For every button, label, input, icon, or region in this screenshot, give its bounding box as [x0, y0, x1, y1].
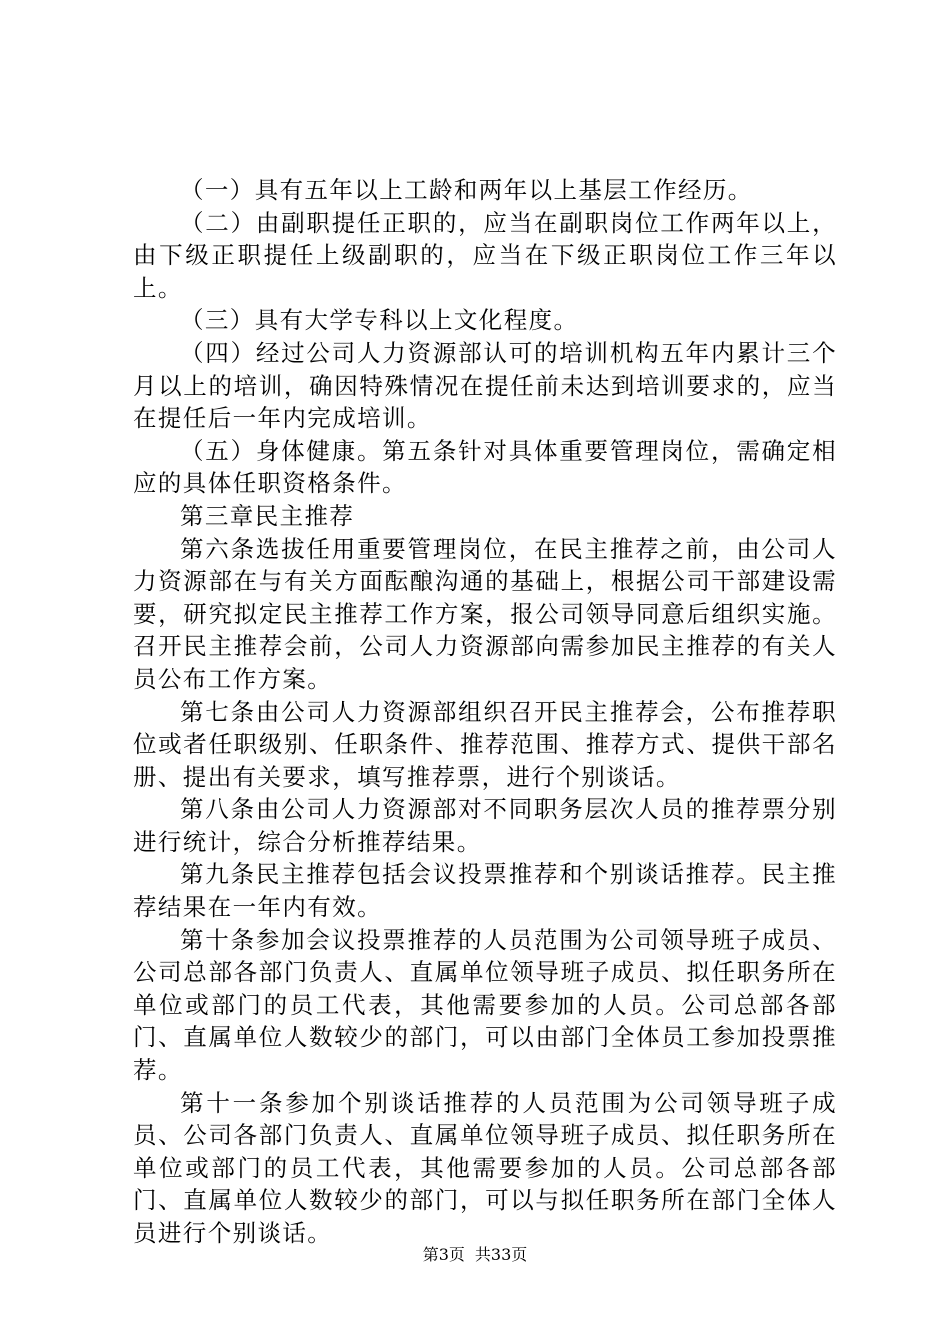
paragraph-article-9: 第九条民主推荐包括会议投票推荐和个别谈话推荐。民主推荐结果在一年内有效。 [133, 860, 837, 922]
paragraph-article-11: 第十一条参加个别谈话推荐的人员范围为公司领导班子成员、公司各部门负责人、直属单位领导班子成员、拟任职务所在单位或部门的员工代表，其他需要参加的人员。公司总部各部门、直属单位人数较少的部门，可以与拟任职务所在部门全体人员进行个别谈话。 [133, 1088, 837, 1247]
page-number: 第3页 [422, 1245, 465, 1264]
paragraph-condition-1: （一）具有五年以上工龄和两年以上基层工作经历。 [180, 176, 753, 204]
paragraph-condition-3: （三）具有大学专科以上文化程度。 [180, 306, 579, 335]
paragraph-article-6: 第六条选拔任用重要管理岗位，在民主推荐之前，由公司人力资源部在与有关方面酝酿沟通的基础上，根据公司干部建设需要，研究拟定民主推荐工作方案，报公司领导同意后组织实施。召开民主推荐会前，公司人力资源部向需参加民主推荐的有关人员公布工作方案。 [133, 534, 837, 693]
paragraph-article-8: 第八条由公司人力资源部对不同职务层次人员的推荐票分别进行统计，综合分析推荐结果。 [133, 795, 837, 856]
paragraph-condition-4: （四）经过公司人力资源部认可的培训机构五年内累计三个月以上的培训，确因特殊情况在提任前未达到培训要求的，应当在提任后一年内完成培训。 [133, 338, 837, 433]
paragraph-condition-5: （五）身体健康。第五条针对具体重要管理岗位，需确定相应的具体任职资格条件。 [133, 436, 837, 498]
chapter-heading: 第三章民主推荐 [180, 501, 355, 530]
paragraph-condition-2: （二）由副职提任正职的，应当在副职岗位工作两年以上，由下级正职提任上级副职的，应当在下级正职岗位工作三年以上。 [133, 208, 837, 302]
document-body [133, 174, 837, 1250]
page-footer [0, 1244, 950, 1266]
paragraph-article-10: 第十条参加会议投票推荐的人员范围为公司领导班子成员、公司总部各部门负责人、直属单位领导班子成员、拟任职务所在单位或部门的员工代表，其他需要参加的人员。公司总部各部门、直属单位人数较少的部门，可以由部门全体员工参加投票推荐。 [133, 925, 837, 1085]
paragraph-article-7: 第七条由公司人力资源部组织召开民主推荐会，公布推荐职位或者任职级别、任职条件、推荐范围、推荐方式、提供干部名册、提出有关要求，填写推荐票，进行个别谈话。 [133, 697, 837, 791]
page-total: 共33页 [474, 1245, 528, 1264]
